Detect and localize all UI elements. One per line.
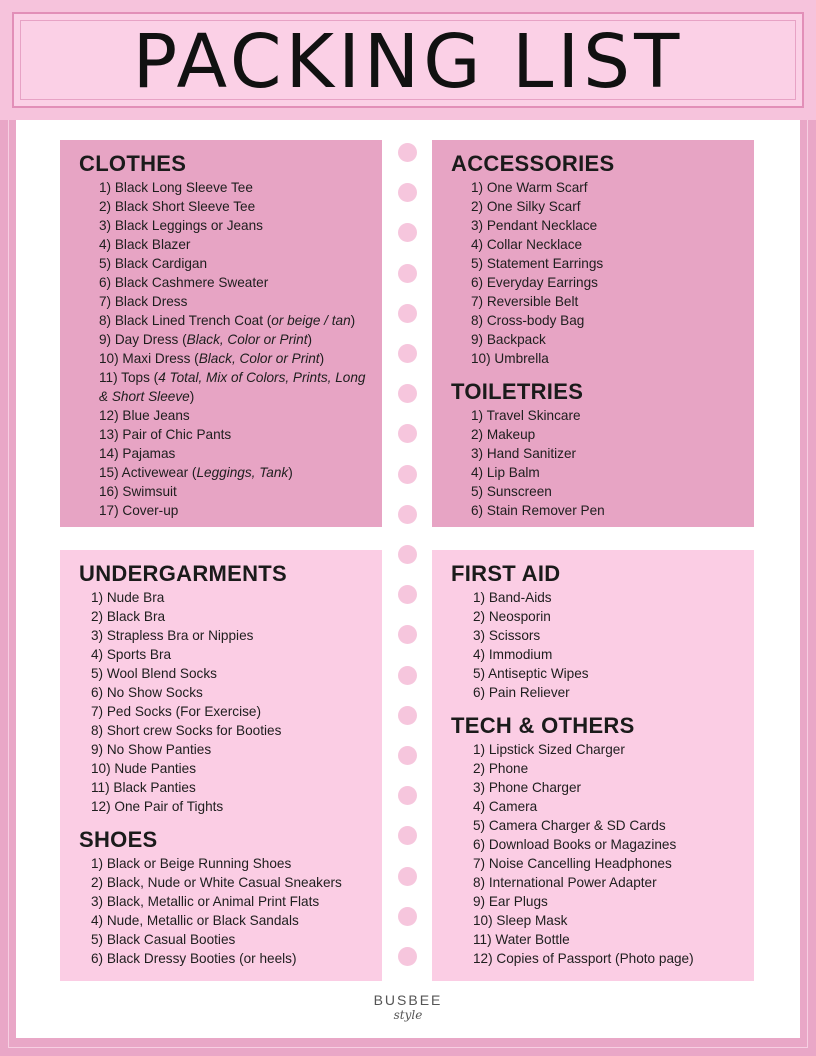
item-text: 15) Activewear ( [99, 465, 197, 480]
item-text: 5) Statement Earrings [471, 256, 604, 271]
list-item [473, 854, 736, 873]
toiletries-list [451, 406, 736, 520]
item-suffix: ) [307, 332, 313, 347]
list-item [473, 930, 736, 949]
item-text: 7) Noise Cancelling Headphones [473, 856, 672, 871]
item-text: 6) Download Books or Magazines [473, 837, 677, 852]
list-item [91, 740, 364, 759]
item-text: 7) Reversible Belt [471, 294, 579, 309]
item-text: 2) One Silky Scarf [471, 199, 581, 214]
item-text: 4) Nude, Metallic or Black Sandals [91, 913, 299, 928]
list-item [471, 216, 736, 235]
list-item [99, 197, 364, 216]
list-item [473, 911, 736, 930]
binder-hole [398, 264, 417, 283]
list-item [471, 501, 736, 520]
item-text: 3) Black Leggings or Jeans [99, 218, 263, 233]
item-text: 4) Camera [473, 799, 538, 814]
item-text: 5) Camera Charger & SD Cards [473, 818, 666, 833]
first-aid-list [451, 588, 736, 702]
item-text: 5) Black Casual Booties [91, 932, 236, 947]
list-item [473, 873, 736, 892]
item-suffix: ) [319, 351, 325, 366]
item-suffix: ) [189, 389, 195, 404]
list-item [471, 254, 736, 273]
binder-hole [398, 143, 417, 162]
list-item [91, 721, 364, 740]
list-item [471, 330, 736, 349]
list-item [473, 645, 736, 664]
list-item [473, 949, 736, 968]
list-item [99, 235, 364, 254]
binder-hole [398, 746, 417, 765]
list-item [473, 759, 736, 778]
item-text: 9) Backpack [471, 332, 546, 347]
binder-hole [398, 907, 417, 926]
list-item [99, 349, 364, 368]
item-text: 2) Makeup [471, 427, 536, 442]
item-text: 1) Band-Aids [473, 590, 552, 605]
list-item [471, 197, 736, 216]
item-text: 5) Black Cardigan [99, 256, 208, 271]
list-item [471, 292, 736, 311]
item-text: 6) Black Dressy Booties (or heels) [91, 951, 297, 966]
list-item [471, 311, 736, 330]
item-text: 10) Umbrella [471, 351, 549, 366]
item-text: 4) Collar Necklace [471, 237, 583, 252]
item-text: 9) Ear Plugs [473, 894, 548, 909]
item-suffix: ) [288, 465, 293, 480]
accessories-panel [432, 140, 754, 527]
list-item [471, 406, 736, 425]
item-text: 9) No Show Panties [91, 742, 212, 757]
list-item [471, 463, 736, 482]
item-text: 3) Hand Sanitizer [471, 446, 577, 461]
item-text: 1) Lipstick Sized Charger [473, 742, 625, 757]
binder-hole [398, 545, 417, 564]
list-item [99, 482, 364, 501]
list-item [473, 626, 736, 645]
list-item [91, 664, 364, 683]
list-item [99, 254, 364, 273]
binder-hole [398, 666, 417, 685]
binder-hole [398, 465, 417, 484]
item-text: 3) Scissors [473, 628, 541, 643]
list-item [99, 406, 364, 425]
list-item [99, 311, 364, 330]
section-title-tech: TECH & OTHERS [451, 713, 635, 738]
item-note: Leggings, Tank [196, 465, 289, 480]
list-item [473, 740, 736, 759]
list-item [473, 588, 736, 607]
first-aid-panel [432, 550, 754, 981]
list-item [91, 607, 364, 626]
shoes-list [79, 854, 364, 968]
item-text: 1) Black Long Sleeve Tee [99, 180, 253, 195]
list-item [91, 683, 364, 702]
item-text: 4) Black Blazer [99, 237, 191, 252]
item-text: 1) Travel Skincare [471, 408, 581, 423]
item-text: 5) Sunscreen [471, 484, 552, 499]
item-text: 2) Black, Nude or White Casual Sneakers [91, 875, 342, 890]
item-text: 11) Black Panties [91, 780, 196, 795]
list-item [99, 216, 364, 235]
item-text: 12) Copies of Passport (Photo page) [473, 951, 694, 966]
item-text: 2) Neosporin [473, 609, 551, 624]
item-text: 2) Black Bra [91, 609, 166, 624]
logo-wordmark: BUSBEE [373, 992, 443, 1008]
section-title-toiletries: TOILETRIES [451, 379, 584, 404]
logo-script: style [393, 1008, 423, 1022]
list-item [471, 273, 736, 292]
list-item [473, 892, 736, 911]
item-suffix: ) [350, 313, 356, 328]
item-text: 3) Black, Metallic or Animal Print Flats [91, 894, 320, 909]
undergarments-panel [60, 550, 382, 981]
item-text: 1) One Warm Scarf [471, 180, 588, 195]
list-item [91, 588, 364, 607]
list-item [473, 797, 736, 816]
item-text: 10) Maxi Dress ( [99, 351, 199, 366]
item-text: 8) Black Lined Trench Coat ( [99, 313, 272, 328]
item-text: 3) Pendant Necklace [471, 218, 598, 233]
item-text: 4) Lip Balm [471, 465, 540, 480]
item-note: Black, Color or Print [186, 332, 308, 347]
section-title-undergarments: UNDERGARMENTS [79, 561, 288, 586]
item-text: 3) Strapless Bra or Nippies [91, 628, 254, 643]
item-note: 4 Total, Mix of Colors, Prints, Long & Short Sleeve [99, 370, 366, 404]
list-item [91, 797, 364, 816]
brand-logo [0, 992, 816, 1022]
list-item [99, 444, 364, 463]
list-item [91, 702, 364, 721]
list-item [91, 645, 364, 664]
item-note: Black, Color or Print [198, 351, 320, 366]
item-text: 6) Black Cashmere Sweater [99, 275, 269, 290]
page-title: PACKING LIST [132, 19, 684, 105]
list-item [471, 235, 736, 254]
item-text: 2) Black Short Sleeve Tee [99, 199, 256, 214]
list-item [91, 873, 364, 892]
list-item [471, 349, 736, 368]
header-banner [0, 0, 816, 120]
list-item [99, 425, 364, 444]
binder-hole [398, 706, 417, 725]
item-text: 10) Nude Panties [91, 761, 197, 776]
list-item [471, 482, 736, 501]
item-text: 1) Nude Bra [91, 590, 165, 605]
item-text: 14) Pajamas [99, 446, 176, 461]
item-text: 5) Wool Blend Socks [91, 666, 217, 681]
item-text: 6) Pain Reliever [473, 685, 570, 700]
list-item [99, 330, 364, 349]
section-title-accessories: ACCESSORIES [451, 151, 615, 176]
item-text: 12) Blue Jeans [99, 408, 190, 423]
list-item [99, 273, 364, 292]
item-text: 6) Stain Remover Pen [471, 503, 605, 518]
item-text: 8) International Power Adapter [473, 875, 657, 890]
list-item [473, 835, 736, 854]
item-text: 4) Immodium [473, 647, 553, 662]
list-item [91, 759, 364, 778]
item-text: 10) Sleep Mask [473, 913, 568, 928]
list-item [99, 292, 364, 311]
item-note: or beige / tan [271, 313, 351, 328]
section-title-clothes: CLOTHES [79, 151, 187, 176]
list-item [99, 368, 369, 406]
item-text: 13) Pair of Chic Pants [99, 427, 232, 442]
item-text: 6) Everyday Earrings [471, 275, 598, 290]
item-text: 12) One Pair of Tights [91, 799, 224, 814]
item-text: 1) Black or Beige Running Shoes [91, 856, 292, 871]
list-item [99, 178, 364, 197]
section-title-shoes: SHOES [79, 827, 158, 852]
list-item [473, 778, 736, 797]
list-item [99, 463, 364, 482]
item-text: 8) Short crew Socks for Booties [91, 723, 282, 738]
section-title-first-aid: FIRST AID [451, 561, 561, 586]
item-text: 17) Cover-up [99, 503, 179, 518]
item-text: 8) Cross-body Bag [471, 313, 585, 328]
list-item [473, 683, 736, 702]
list-item [99, 501, 364, 520]
list-item [471, 425, 736, 444]
accessories-list [451, 178, 736, 368]
list-item [91, 854, 364, 873]
binder-hole [398, 505, 417, 524]
list-item [473, 664, 736, 683]
item-text: 6) No Show Socks [91, 685, 203, 700]
item-text: 2) Phone [473, 761, 529, 776]
item-text: 4) Sports Bra [91, 647, 172, 662]
list-item [471, 178, 736, 197]
list-item [91, 626, 364, 645]
binder-hole [398, 947, 417, 966]
binder-hole [398, 867, 417, 886]
tech-list [451, 740, 736, 968]
item-text: 11) Tops ( [99, 370, 159, 385]
item-text: 9) Day Dress ( [99, 332, 187, 347]
item-text: 11) Water Bottle [473, 932, 570, 947]
list-item [473, 607, 736, 626]
item-text: 16) Swimsuit [99, 484, 177, 499]
clothes-panel [60, 140, 382, 527]
item-text: 7) Ped Socks (For Exercise) [91, 704, 261, 719]
undergarments-list [79, 588, 364, 816]
list-item [91, 949, 364, 968]
list-item [471, 444, 736, 463]
list-item [91, 778, 364, 797]
clothes-list [79, 178, 364, 520]
item-text: 7) Black Dress [99, 294, 188, 309]
list-item [91, 930, 364, 949]
list-item [473, 816, 736, 835]
list-item [91, 892, 364, 911]
binder-hole [398, 304, 417, 323]
binder-hole [398, 344, 417, 363]
list-item [91, 911, 364, 930]
item-text: 5) Antiseptic Wipes [473, 666, 589, 681]
item-text: 3) Phone Charger [473, 780, 582, 795]
